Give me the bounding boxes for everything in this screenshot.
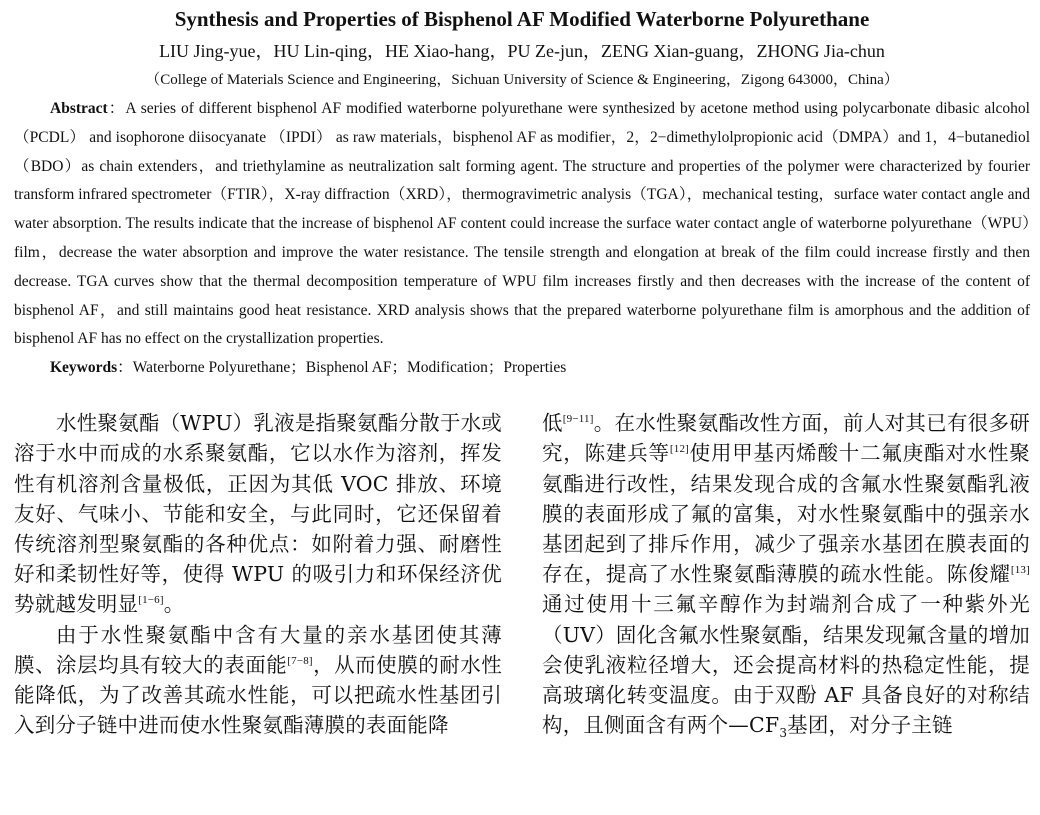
citation[interactable]: [13] <box>1010 564 1030 577</box>
paragraph-text: ，从而使膜的耐水性能降低，为了改善其疏水性能，可以把疏水性基团引入到分子链中进而使水性聚氨酯薄膜的表面能降 <box>14 652 502 738</box>
body-columns <box>14 408 1030 740</box>
keywords <box>14 354 1030 382</box>
author-list: LIU Jing-yue，HU Lin-qing，HE Xiao-hang，PU Ze-jun，ZENG Xian-guang，ZHONG Jia-chun <box>159 41 885 61</box>
keywords-label: Keywords <box>50 359 118 377</box>
left-column <box>14 408 502 740</box>
subscript: 3 <box>779 726 788 741</box>
paragraph-end: 。 <box>163 592 185 617</box>
paragraph-text: 基团，对分子主链 <box>787 713 953 738</box>
affiliation: （College of Materials Science and Engineering，Sichuan University of Science & Engineering，Zigong 643000，China） <box>145 72 899 88</box>
citation[interactable]: [1−6] <box>138 594 164 607</box>
paper-page <box>0 4 1040 815</box>
paragraph-text: 由于水性聚氨酯中含有大量的亲水基团使其薄膜、涂层均具有较大的表面能 <box>14 622 502 677</box>
paragraph-text: 。在水性聚氨酯改性方面，前人对其已有很多研究，陈建兵等 <box>542 411 1030 466</box>
paragraph-text: 低 <box>542 411 563 436</box>
right-column <box>542 408 1030 740</box>
keywords-text: Waterborne Polyurethane；Bisphenol AF；Modification；Properties <box>132 359 567 377</box>
body-paragraph <box>14 620 502 741</box>
abstract-separator: ： <box>107 100 126 117</box>
keywords-separator: ： <box>117 359 133 377</box>
paper-title: Synthesis and Properties of Bisphenol AF Modified Waterborne Polyurethane <box>174 7 870 31</box>
body-paragraph <box>14 408 502 619</box>
abstract-label: Abstract <box>50 100 108 117</box>
paragraph-text: 通过使用十三氟辛醇作为封端剂合成了一种紫外光（UV）固化含氟水性聚氨酯，结果发现氟含量的增加会使乳液粒径增大，还会提高材料的热稳定性能，提高玻璃化转变温度。由于双酚 AF 具备良好的对称结构，且侧面含有两个—CF <box>542 592 1030 738</box>
paragraph-text: 水性聚氨酯（WPU）乳液是指聚氨酯分散于水或溶于水中而成的水系聚氨酯，它以水作为溶剂，挥发性有机溶剂含量极低，正因为其低 VOC 排放、环境友好、气味小、节能和安全，与此同时，它还保留着传统溶剂型聚氨酯的各种优点：如附着力强、耐磨性好和柔韧性好等，使得 WPU 的吸引力和环保经济优势就越发明显 <box>14 411 502 617</box>
citation[interactable]: [7−8] <box>287 654 313 667</box>
abstract <box>14 95 1030 354</box>
body-paragraph <box>542 408 1030 740</box>
paragraph-text: 使用甲基丙烯酸十二氟庚酯对水性聚氨酯进行改性，结果发现合成的含氟水性聚氨酯乳液膜的表面形成了氟的富集，对水性聚氨酯中的强亲水基团起到了排斥作用，减少了强亲水基团在膜表面的存在，提高了水性聚氨酯薄膜的疏水性能。陈俊耀 <box>542 441 1030 587</box>
citation[interactable]: [9−11] <box>562 413 594 426</box>
citation[interactable]: [12] <box>669 443 690 456</box>
abstract-text: A series of different bisphenol AF modified waterborne polyurethane were synthesized by acetone method using polycarbonate dibasic alcohol （PCDL） and isophorone diisocyanate （IPDI） as raw materials，bisphenol AF as modifier，2，2−dimethylolpropionic acid（DMPA）and 1，4−butanediol（BDO）as chain extenders，and triethylamine as neutralization salt forming agent. The structure and properties of the polymer were characterized by fourier transform infrared spectrometer（FTIR），X-ray diffraction（XRD），thermogravimetric analysis（TGA），mechanical testing，surface water contact angle and water absorption. The results indicate that the increase of bisphenol AF content could increase the surface water contact angle of waterborne polyurethane（WPU）film，decrease the water absorption and improve the water resistance. The tensile strength and elongation at break of the film could increase firstly and then decrease. TGA curves show that the thermal decomposition temperature of WPU film increases firstly and then decreases with the increase of the content of bisphenol AF，and still maintains good heat resistance. XRD analysis shows that the prepared waterborne polyurethane film is amorphous and the addition of bisphenol AF has no effect on the crystallization properties. <box>14 100 1030 348</box>
